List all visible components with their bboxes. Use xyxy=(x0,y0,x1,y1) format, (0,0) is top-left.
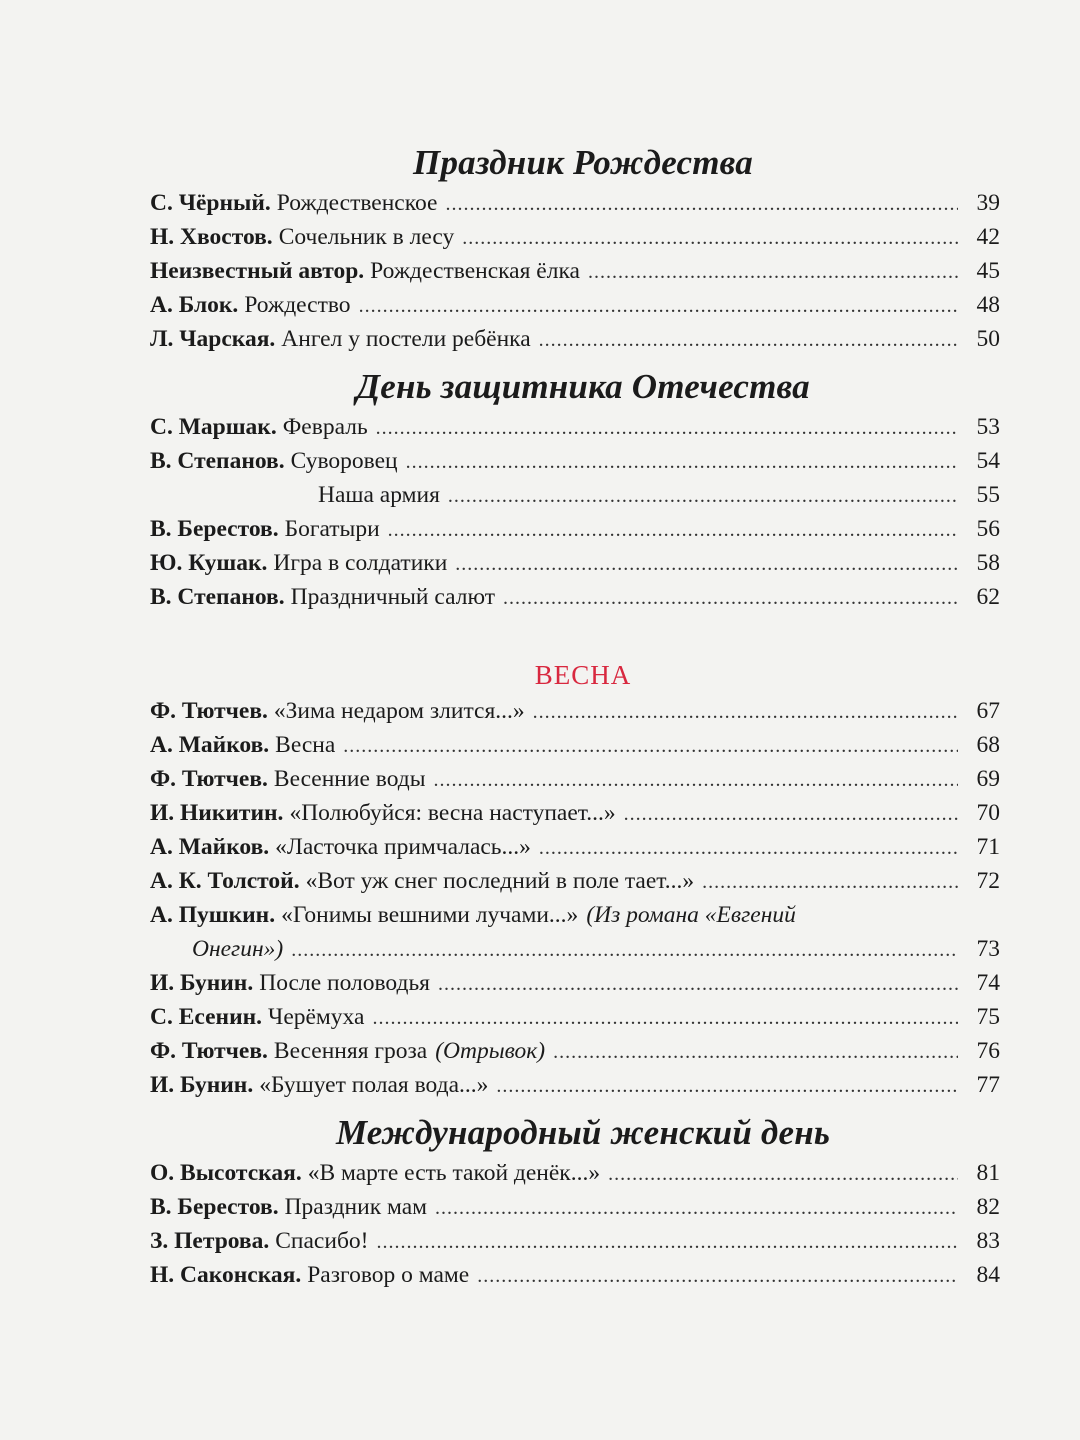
entry-author: В. Берестов. xyxy=(150,516,279,542)
entry-author: А. Блок. xyxy=(150,292,239,318)
dot-leader xyxy=(343,735,958,758)
entry-title: «Гонимы вешними лучами...» xyxy=(281,902,579,928)
toc-entry[interactable] xyxy=(150,224,1016,258)
entry-title: Праздничный салют xyxy=(290,584,495,610)
entry-author: Ф. Тютчев. xyxy=(150,698,268,724)
toc-entry[interactable] xyxy=(150,834,1016,868)
entry-title: Суворовец xyxy=(290,448,398,474)
entry-subtitle-continuation: Онегин») xyxy=(192,936,284,962)
toc-entry[interactable] xyxy=(150,800,1016,834)
entry-author: Неизвестный автор. xyxy=(150,258,365,284)
entry-subtitle: (Отрывок) xyxy=(435,1038,546,1064)
entry-author: А. Пушкин. xyxy=(150,902,276,928)
entry-page: 45 xyxy=(976,258,1000,284)
entry-title: Рождество xyxy=(244,292,351,318)
dot-leader xyxy=(477,1265,958,1288)
entry-subtitle: (Из романа «Евгений xyxy=(586,902,796,928)
toc-entry[interactable] xyxy=(150,1004,1016,1038)
entry-title: «В марте есть такой денёк...» xyxy=(307,1160,601,1186)
entry-author: И. Никитин. xyxy=(150,800,284,826)
toc-entry[interactable] xyxy=(150,516,1016,550)
entry-title: «Бушует полая вода...» xyxy=(259,1072,489,1098)
entry-page: 70 xyxy=(976,800,1000,826)
toc-entry[interactable] xyxy=(150,732,1016,766)
entry-page: 53 xyxy=(976,414,1000,440)
dot-leader xyxy=(539,329,958,352)
entry-title: Спасибо! xyxy=(275,1228,369,1254)
entry-page: 68 xyxy=(976,732,1000,758)
entry-author: И. Бунин. xyxy=(150,970,254,996)
entry-page: 75 xyxy=(976,1004,1000,1030)
entry-page: 74 xyxy=(976,970,1000,996)
entry-title: «Полюбуйся: весна наступает...» xyxy=(289,800,616,826)
entry-page: 39 xyxy=(976,190,1000,216)
entry-title: Весенние воды xyxy=(273,766,426,792)
entry-page: 56 xyxy=(976,516,1000,542)
entry-page: 55 xyxy=(976,482,1000,508)
entry-title: Ангел у постели ребёнка xyxy=(281,326,531,352)
toc-entry[interactable] xyxy=(150,1038,1016,1072)
section-title-defender-day: День защитника Отечества xyxy=(356,367,810,406)
entry-page: 81 xyxy=(976,1160,1000,1186)
toc-entry[interactable] xyxy=(150,414,1016,448)
entry-title: «Вот уж снег последний в поле тает...» xyxy=(305,868,695,894)
dot-leader xyxy=(445,193,958,216)
entry-author: С. Есенин. xyxy=(150,1004,263,1030)
entry-page: 69 xyxy=(976,766,1000,792)
entry-author: В. Степанов. xyxy=(150,448,285,474)
toc-entry[interactable] xyxy=(150,1262,1016,1296)
entry-author: Ф. Тютчев. xyxy=(150,766,268,792)
entry-page: 50 xyxy=(976,326,1000,352)
entry-page: 58 xyxy=(976,550,1000,576)
entry-page: 54 xyxy=(976,448,1000,474)
dot-leader xyxy=(539,837,958,860)
dot-leader xyxy=(702,871,958,894)
toc-entry[interactable] xyxy=(150,190,1016,224)
entry-title: Богатыри xyxy=(284,516,380,542)
dot-leader xyxy=(435,1197,958,1220)
entry-title: «Ласточка примчалась...» xyxy=(275,834,531,860)
table-of-contents xyxy=(150,136,1016,1296)
section-title-spring: ВЕСНА xyxy=(534,660,632,690)
entry-title: Весна xyxy=(275,732,336,758)
toc-entry[interactable] xyxy=(150,448,1016,482)
dot-leader xyxy=(588,261,958,284)
entry-author: З. Петрова. xyxy=(150,1228,270,1254)
entry-page: 72 xyxy=(976,868,1000,894)
dot-leader xyxy=(359,295,958,318)
entry-author: А. К. Толстой. xyxy=(150,868,300,894)
toc-entry[interactable] xyxy=(150,326,1016,360)
entry-author: О. Высотская. xyxy=(150,1160,302,1186)
dot-leader xyxy=(372,1007,958,1030)
dot-leader xyxy=(438,973,958,996)
dot-leader xyxy=(291,939,958,962)
dot-leader xyxy=(406,451,958,474)
entry-author: Н. Хвостов. xyxy=(150,224,273,250)
entry-page: 83 xyxy=(976,1228,1000,1254)
entry-page: 77 xyxy=(976,1072,1000,1098)
entry-author: А. Майков. xyxy=(150,732,270,758)
entry-author: И. Бунин. xyxy=(150,1072,254,1098)
entry-title: «Зима недаром злится...» xyxy=(273,698,525,724)
toc-entry[interactable] xyxy=(150,258,1016,292)
dot-leader xyxy=(448,485,958,508)
entry-page: 48 xyxy=(976,292,1000,318)
entry-page: 71 xyxy=(976,834,1000,860)
toc-entry[interactable] xyxy=(150,1228,1016,1262)
entry-page: 76 xyxy=(976,1038,1000,1064)
entry-author: Л. Чарская. xyxy=(150,326,276,352)
entry-page: 67 xyxy=(976,698,1000,724)
dot-leader xyxy=(533,701,958,724)
section-title-womens-day: Международный женский день xyxy=(335,1113,831,1152)
entry-page: 82 xyxy=(976,1194,1000,1220)
toc-entry[interactable] xyxy=(150,868,1016,902)
toc-entry[interactable] xyxy=(150,292,1016,326)
toc-entry[interactable] xyxy=(150,1160,1016,1194)
dot-leader xyxy=(462,227,958,250)
entry-author: Ю. Кушак. xyxy=(150,550,268,576)
toc-entry[interactable] xyxy=(150,902,1016,936)
dot-leader xyxy=(434,769,958,792)
entry-title: Сочельник в лесу xyxy=(278,224,455,250)
dot-leader xyxy=(608,1163,958,1186)
toc-entry[interactable] xyxy=(150,584,1016,618)
entry-author: В. Степанов. xyxy=(150,584,285,610)
entry-title: Праздник мам xyxy=(284,1194,428,1220)
entry-title: Весенняя гроза xyxy=(273,1038,428,1064)
entry-title: Разговор о маме xyxy=(307,1262,470,1288)
entry-title: Игра в солдатики xyxy=(273,550,448,576)
dot-leader xyxy=(496,1075,958,1098)
dot-leader xyxy=(503,587,958,610)
dot-leader xyxy=(376,1231,958,1254)
dot-leader xyxy=(455,553,958,576)
entry-page: 62 xyxy=(976,584,1000,610)
entry-page: 42 xyxy=(976,224,1000,250)
toc-entry[interactable] xyxy=(150,550,1016,584)
toc-entry[interactable] xyxy=(150,970,1016,1004)
entry-title: После половодья xyxy=(259,970,430,996)
entry-author: Н. Саконская. xyxy=(150,1262,302,1288)
toc-entry[interactable] xyxy=(150,698,1016,732)
entry-author: Ф. Тютчев. xyxy=(150,1038,268,1064)
toc-entry[interactable] xyxy=(150,1072,1016,1106)
entry-title: Рождественское xyxy=(276,190,438,216)
dot-leader xyxy=(624,803,958,826)
toc-entry[interactable] xyxy=(150,482,1016,516)
section-title-christmas: Праздник Рождества xyxy=(413,143,753,182)
entry-author: С. Чёрный. xyxy=(150,190,271,216)
entry-author: С. Маршак. xyxy=(150,414,277,440)
entry-author: В. Берестов. xyxy=(150,1194,279,1220)
toc-entry[interactable] xyxy=(150,766,1016,800)
entry-title: Рождественская ёлка xyxy=(370,258,580,284)
dot-leader xyxy=(553,1041,958,1064)
toc-entry-continuation[interactable] xyxy=(150,936,1016,970)
entry-title: Наша армия xyxy=(318,482,440,508)
entry-title: Черёмуха xyxy=(268,1004,365,1030)
entry-page: 84 xyxy=(976,1262,1000,1288)
entry-page: 73 xyxy=(976,936,1000,962)
entry-title: Февраль xyxy=(282,414,368,440)
toc-entry[interactable] xyxy=(150,1194,1016,1228)
dot-leader xyxy=(388,519,958,542)
entry-author: А. Майков. xyxy=(150,834,270,860)
dot-leader xyxy=(376,417,958,440)
